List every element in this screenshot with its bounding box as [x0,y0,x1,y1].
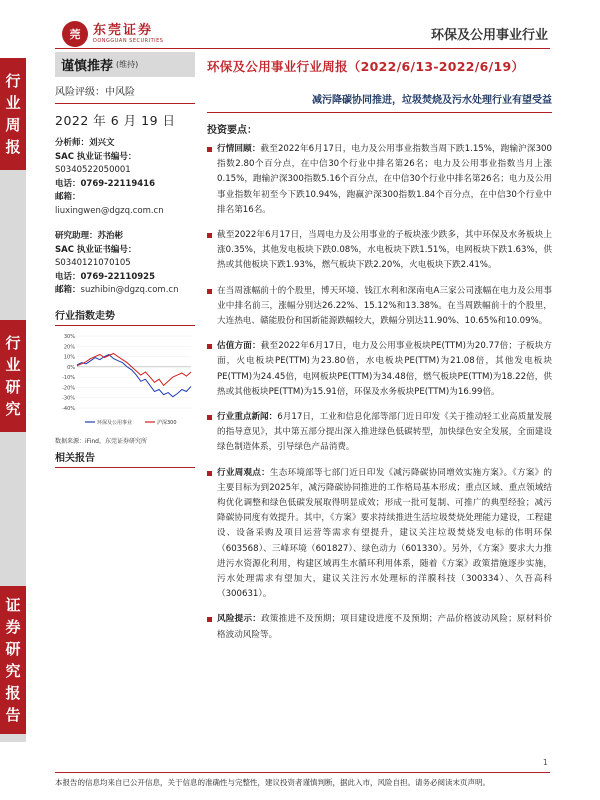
chart-y-tick-label: -30% [62,395,75,402]
side-label-industry-research: 行 业 研 究 [0,320,26,432]
rating-box [55,52,195,77]
assistant-email[interactable]: suzhibin@dgzq.com.cn [80,285,179,295]
chart-legend-label: 沪深300 [157,419,177,426]
point-industry-news: 行业重点新闻：6月17日，工业和信息化部等部门近日印发《关于推动轻工业高质量发展的指导意见》，其中第五部分提出深入推进绿色低碳转型，加快绿色安全发展，全面建设绿色制造体系，引导绿色产品消费。 [207,410,552,456]
chart-y-tick-label: 10% [63,354,75,361]
side-label-weekly-report: 行 业 周 报 [0,58,26,170]
left-column [55,52,195,468]
bullet-square-icon [207,471,212,476]
chart-y-tick-label: 30% [63,333,75,340]
chart-y-tick-label: 20% [63,343,75,350]
right-divider [207,112,552,113]
company-logo [62,21,163,47]
bullet-square-icon [207,147,212,152]
right-column [207,52,552,643]
assistant-name: 研究助理：苏治彬 [55,231,124,241]
bullet-square-icon [207,289,212,294]
assistant-sac-number: S0340121070105 [55,258,131,268]
analyst-sac-label: SAC 执业证书编号： [55,151,137,162]
side-strip [0,58,26,742]
chart-y-tick-label: -40% [62,405,75,412]
investment-points-list [207,142,552,643]
assistant-sac-label: SAC 执业证书编号： [55,244,137,255]
footer-disclaimer: 本报告的信息均来自已公开信息，关于信息的准确性与完整性，建议投资者谨慎判断，据此入市，风险自担。请务必阅读末页声明。 [55,778,490,787]
page-number: 1 [542,758,548,767]
rating-maintain: (维持) [116,60,139,69]
report-title: 环保及公用事业行业周报（2022/6/13-2022/6/19） [207,59,525,74]
point-valuation: 估值方面：截至2022年6月17日，电力及公用事业板块PE(TTM)为20.77倍；子板块方面，火电板块PE(TTM)为23.80倍，水电板块PE(TTM)为21.08倍，其他发电板块PE(TTM)为24.45倍，电网板块PE(TTM)为34.48倍，燃气板块PE(TTM)为18.22倍，供热或其他板块PE(TTM)为15.91倍，环保及水务板块PE(TTM)为16.99倍。 [207,339,552,400]
analyst-info [55,137,195,218]
bullet-square-icon [207,233,212,238]
assistant-info [55,230,195,298]
logo-mark-icon: 莞 [62,21,88,47]
index-chart-title: 行业指数走势 [55,307,195,326]
analyst-phone: 电话：0769-22119416 [55,178,155,189]
point-weekly-view: 行业周观点：生态环境部等七部门近日印发《减污降碳协同增效实施方案》。《方案》的主要目标为到2025年，减污降碳协同推进的工作格局基本形成；重点区域、重点领域结构优化调整和绿色低碳发展取得明显成效；形成一批可复制、可推广的典型经验；减污降碳协同度有效提升。其中，《方案》要求持续推进生活垃圾焚烧处理能力建设，工程建设、设备采购及项目运营等需求有望提升，建议关注垃圾焚烧发电标的伟明环保（603568）、三峰环境（601827）、绿色动力（601330）。另外，《方案》要求大力推进污水资源化利用，构建区域再生水循环利用体系，随着《方案》政策措施逐步实施，污水处理需求有望加大，建议关注污水处理标的洋膜科技（300334）、久吾高科（300631）。 [207,466,552,603]
bullet-square-icon [207,415,212,420]
analyst-name: 分析师：刘兴文 [55,138,115,148]
analyst-sac-number: S0340522050001 [55,165,131,175]
side-label-securities-research: 证 券 研 究 报 告 [0,586,26,734]
chart-source: 数据来源：iFind，东莞证券研究所 [55,437,147,445]
related-reports-title: 相关报告 [55,449,195,468]
bullet-square-icon [207,344,212,349]
index-chart-svg [55,330,195,430]
chart-legend-label: 环保及公用事业 [97,419,133,426]
point-sub-sectors: 截至2022年6月17日，当周电力及公用事业的子板块涨少跌多，其中环保及水务板块上涨0.35%，其他发电板块下跌0.08%，水电板块下跌1.51%，电网板块下跌1.63%，供热或其他板块下跌1.93%，燃气板块下跌2.20%，火电板块下跌2.41%。 [207,228,552,274]
rating-value: 谨慎推荐 [61,59,114,74]
footer-divider [55,772,550,773]
chart-series-line [77,354,191,396]
report-subtitle: 减污降碳协同推进，垃圾焚烧及污水处理行业有望受益 [312,95,552,106]
investment-points-label: 投资要点： [207,125,257,136]
point-risk-warning: 风险提示：政策推进不及预期；项目建设进度不及预期；产品价格波动风险；原材料价格波动风险等。 [207,612,552,642]
assistant-email-label: 邮箱： [55,285,81,295]
page-header [0,0,600,50]
point-top-stocks: 在当周涨幅前十的个股里，博天环境、钱江水利和深南电A三家公司涨幅在电力及公用事业中排名前三，涨幅分别达26.22%、15.12%和13.38%。在当周跌幅前十的个股里，大连热电、赣能股份和国新能源跌幅较大，跌幅分别达11.90%、10.65%和10.09%。 [207,284,552,330]
industry-header-title: 环保及公用事业行业 [430,28,548,43]
logo-text: 东莞证券 [93,23,154,38]
report-date: 2022 年 6 月 19 日 [55,113,176,128]
point-market-review: 行情回顾：截至2022年6月17日，电力及公用事业指数当周下跌1.15%，跑输沪深300指数2.80个百分点，在中信30个行业中排名第26名；电力及公用事业指数当月上涨0.15%，跑输沪深300指数5.16个百分点，在中信30个行业中排名第26名；电力及公用事业指数年初至今下跌10.94%，跑赢沪深300指数1.84个百分点，在中信30个行业中排名第16名。 [207,142,552,218]
chart-y-tick-label: 0% [67,364,75,371]
chart-y-tick-label: -20% [62,384,75,391]
logo-english-text: DONGGUAN SECURITIES [93,38,164,44]
left-divider [55,103,195,104]
assistant-phone: 电话：0769-22110925 [55,271,155,282]
analyst-email-label: 邮箱： [55,192,81,202]
risk-rating: 风险评级：中风险 [55,87,135,98]
bullet-square-icon [207,617,212,622]
index-chart [55,330,195,433]
analyst-email[interactable]: liuxingwen@dgzq.com.cn [55,205,164,216]
header-divider [55,48,550,49]
chart-y-tick-label: -10% [62,374,75,381]
